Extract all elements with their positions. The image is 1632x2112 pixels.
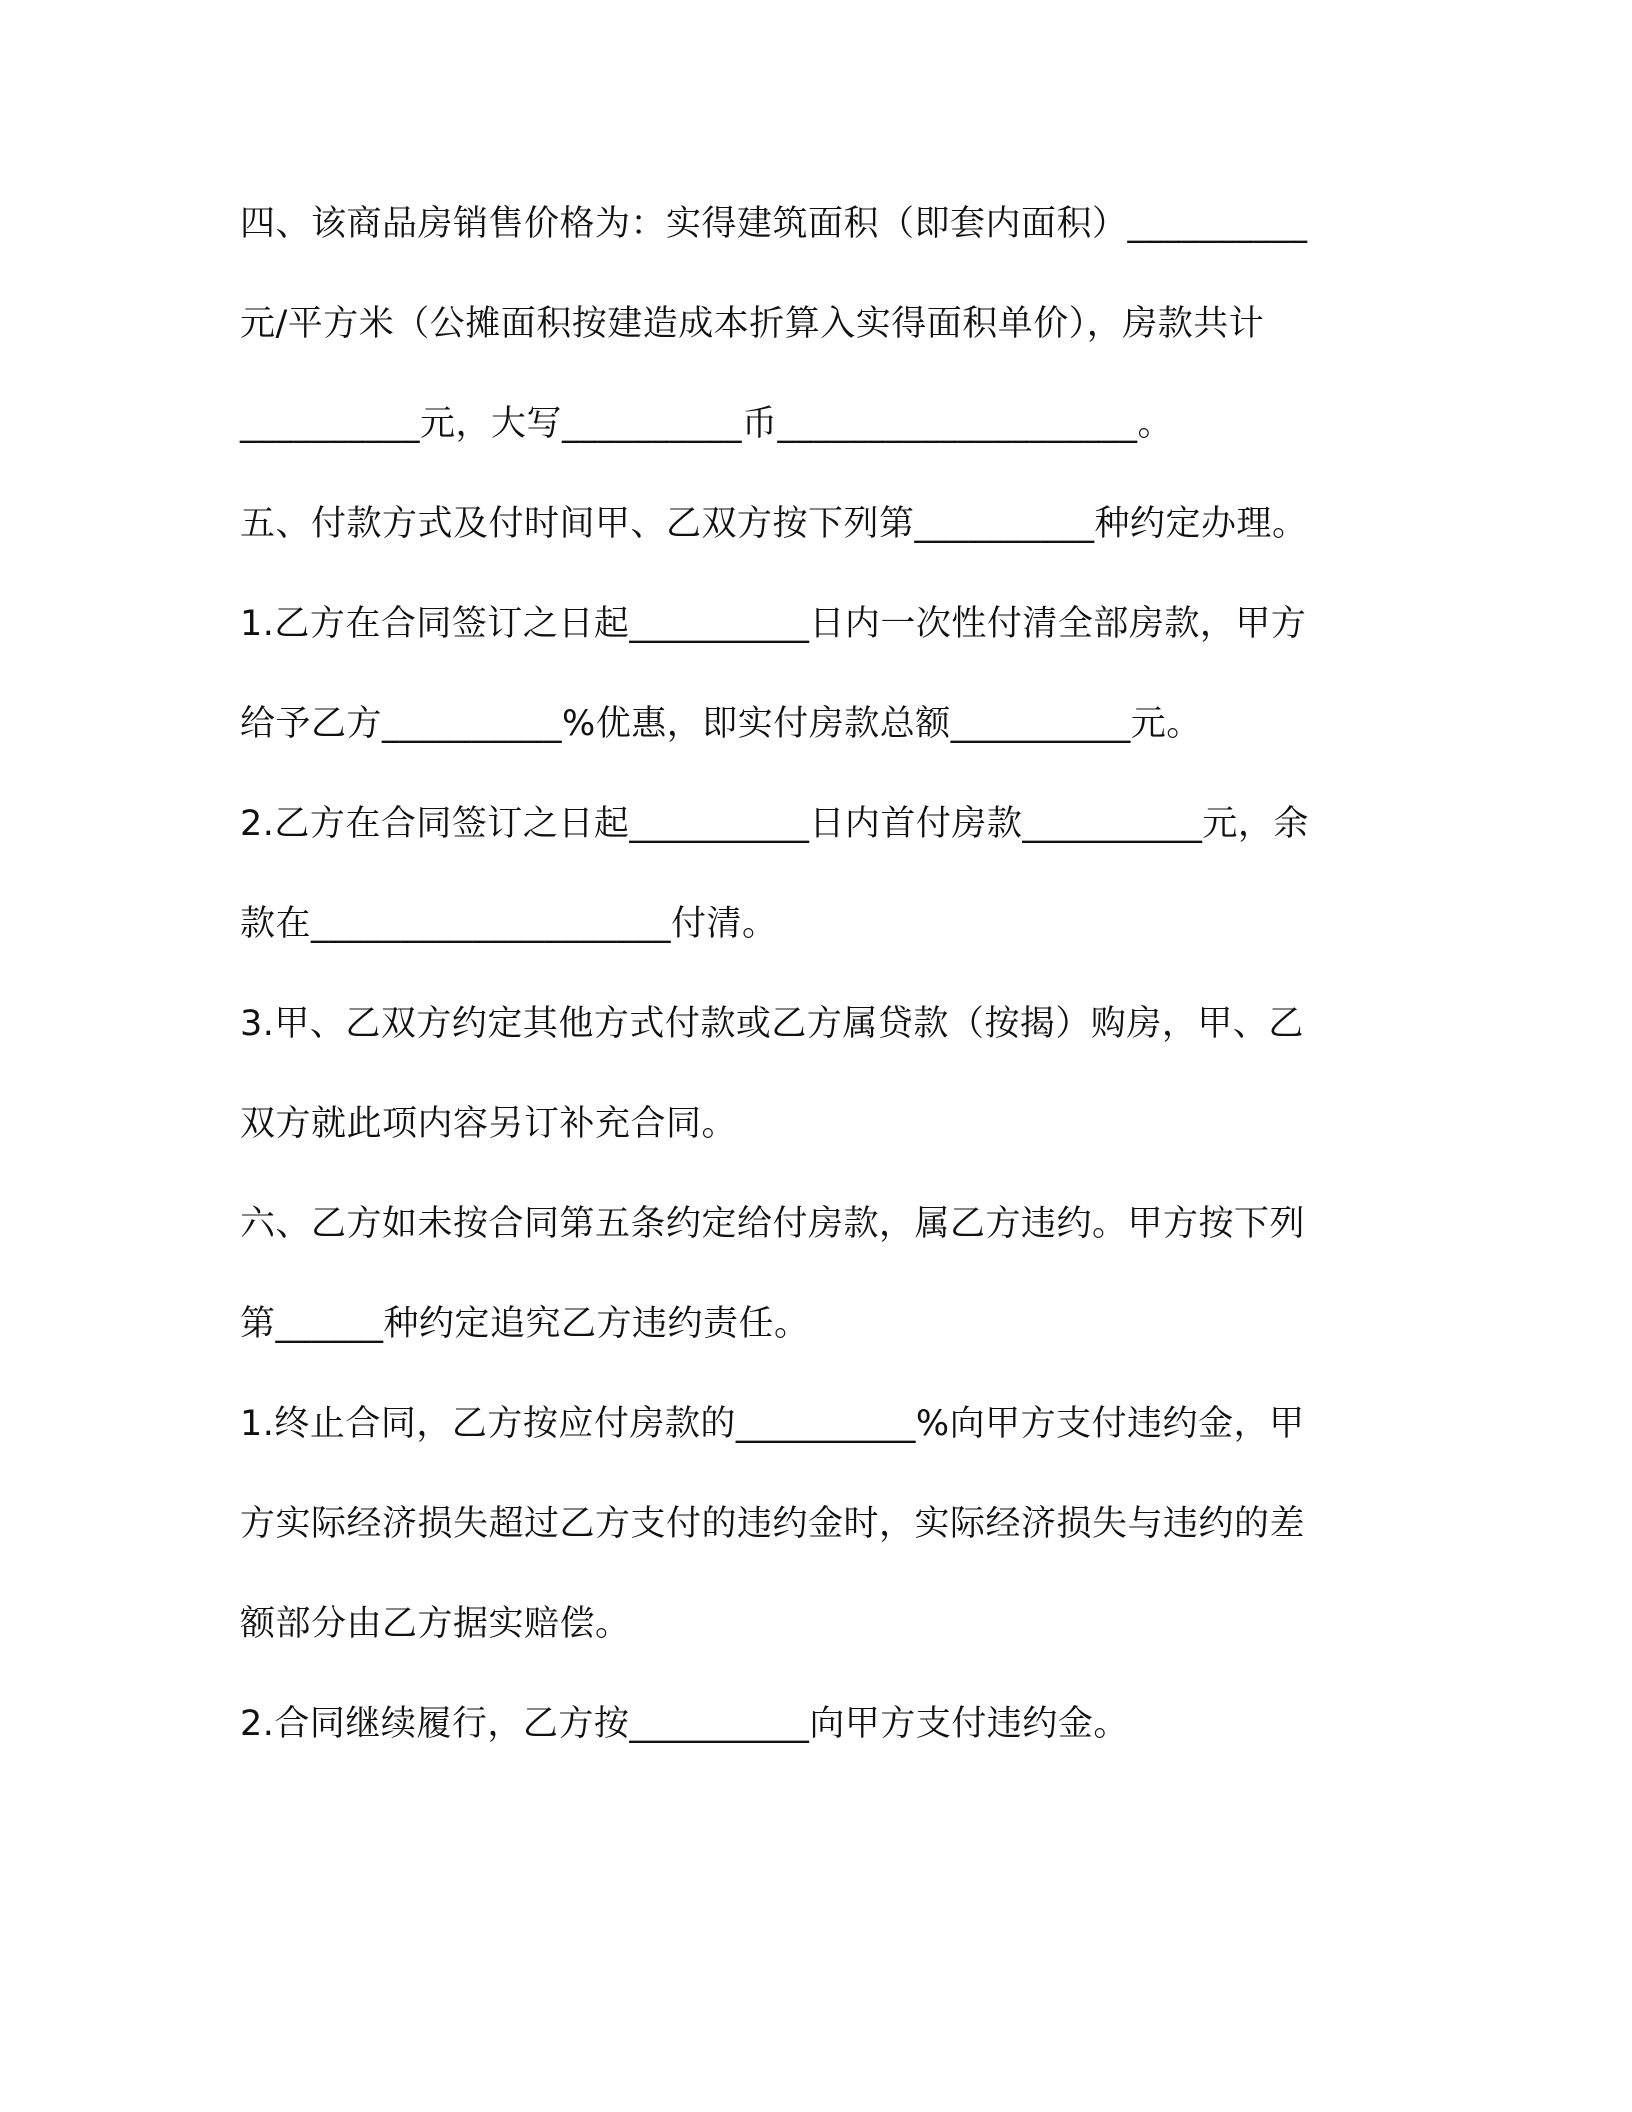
clause-4-line-1: 四、该商品房销售价格为：实得建筑面积（即套内面积）__________ bbox=[240, 204, 1308, 244]
clause-6-item-1-line-3: 额部分由乙方据实赔偿。 bbox=[240, 1604, 631, 1644]
clause-6-item-1-line-1: 1.终止合同，乙方按应付房款的__________%向甲方支付违约金，甲 bbox=[240, 1404, 1305, 1444]
clause-6-item-1-line-2: 方实际经济损失超过乙方支付的违约金时，实际经济损失与违约的差 bbox=[240, 1504, 1306, 1544]
clause-5-item-2-line-2: 款在____________________付清。 bbox=[240, 904, 778, 944]
clause-5-item-1-line-2: 给予乙方__________%优惠，即实付房款总额__________元。 bbox=[240, 704, 1202, 744]
clause-5-item-3-line-1: 3.甲、乙双方约定其他方式付款或乙方属贷款（按揭）购房，甲、乙 bbox=[240, 1004, 1304, 1044]
clause-5-item-1-line-1: 1.乙方在合同签订之日起__________日内一次性付清全部房款，甲方 bbox=[240, 604, 1307, 644]
clause-5-heading: 五、付款方式及付时间甲、乙双方按下列第__________种约定办理。 bbox=[240, 504, 1308, 544]
clause-5-item-3-line-2: 双方就此项内容另订补充合同。 bbox=[240, 1104, 738, 1144]
clause-6-heading-line-1: 六、乙方如未按合同第五条约定给付房款，属乙方违约。甲方按下列 bbox=[240, 1204, 1306, 1244]
clause-4-line-3: __________元，大写__________币____________________。 bbox=[240, 404, 1174, 444]
clause-5-item-2-line-1: 2.乙方在合同签订之日起__________日内首付房款__________元，余 bbox=[240, 804, 1309, 844]
clause-6-heading-line-2: 第______种约定追究乙方违约责任。 bbox=[240, 1304, 810, 1344]
clause-6-item-2-line-1: 2.合同继续履行，乙方按__________向甲方支付违约金。 bbox=[240, 1704, 1129, 1744]
clause-4-line-2: 元/平方米（公摊面积按建造成本折算入实得面积单价），房款共计 bbox=[240, 304, 1265, 344]
